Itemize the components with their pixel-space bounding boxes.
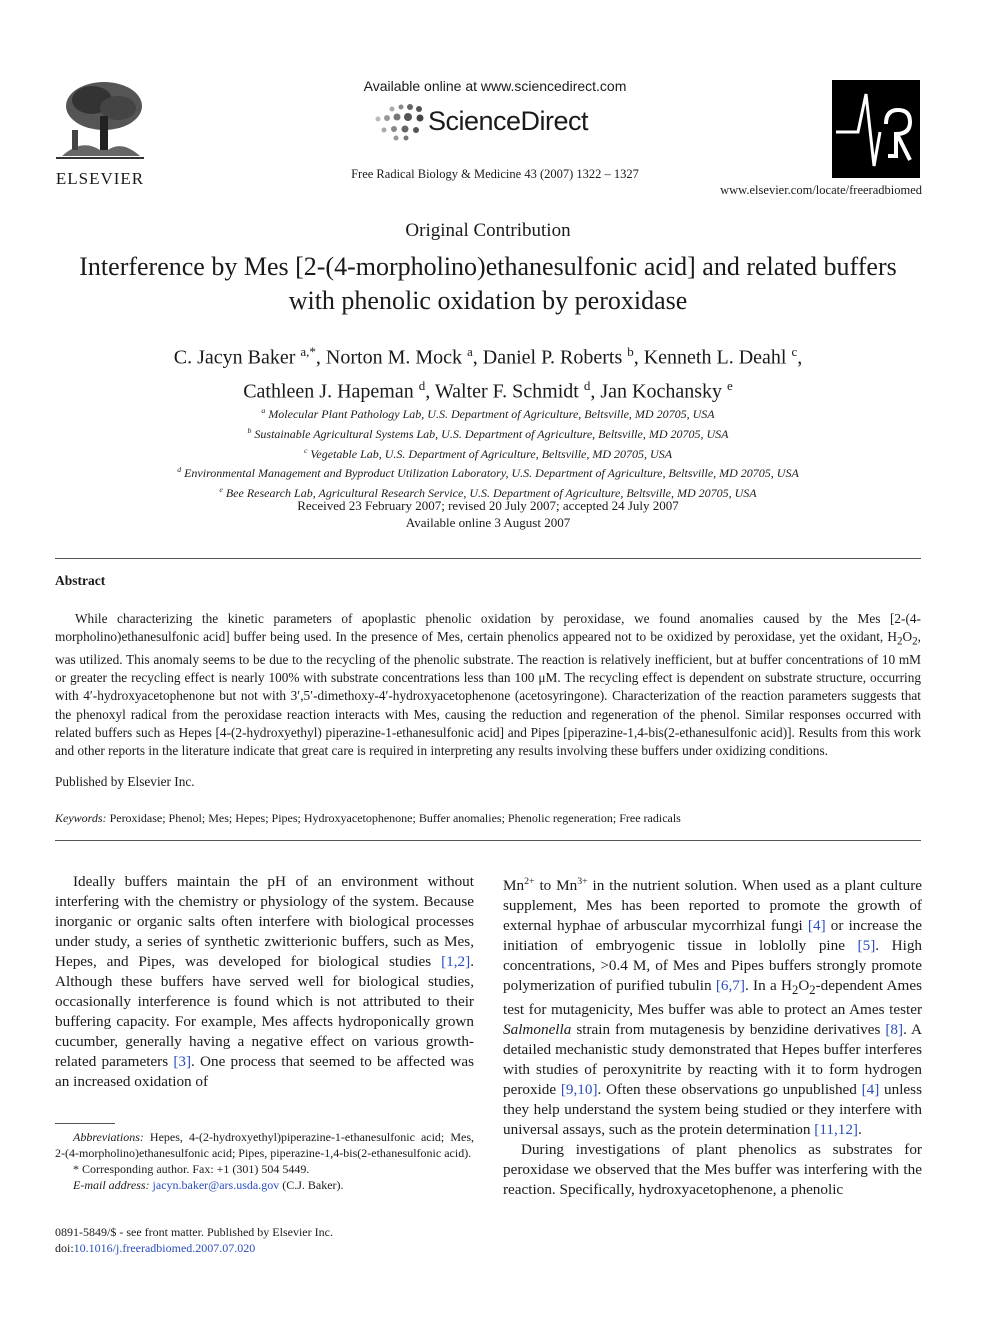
affiliation-line [60, 403, 916, 423]
top-divider [55, 558, 921, 559]
author-name: Jan Kochansky [600, 380, 722, 403]
keywords-list: Peroxidase; Phenol; Mes; Hepes; Pipes; Hydroxyacetophenone; Buffer anomalies; Phenolic regeneration; Free radicals [106, 811, 681, 825]
author-separator: , [797, 346, 803, 369]
author-affiliation-mark: a,* [300, 344, 316, 359]
abbreviations-footnote [55, 1129, 474, 1161]
body-text: . [858, 1121, 862, 1139]
affiliation-line [60, 423, 916, 443]
body-text: O [798, 977, 810, 995]
published-by: Published by Elsevier Inc. [55, 774, 195, 789]
affiliation-mark: d [177, 465, 182, 475]
author-separator: , [590, 380, 601, 403]
sciencedirect-wordmark: ScienceDirect [428, 106, 589, 136]
body-text: . Although these buffers have served well for biological studies, occasionally interference is found which is not attributed to their buffering capacity. For example, Mes affects hydroponically grown cucumber, generally having a negative effect on various growth-related parameters [55, 953, 474, 1070]
author-affiliation-mark: b [627, 344, 634, 359]
email-label: E-mail address: [73, 1178, 150, 1192]
elsevier-tree-icon [52, 78, 148, 162]
sciencedirect-dots-icon [370, 104, 428, 142]
corresponding-author-text: Corresponding author. Fax: +1 (301) 504 5449. [79, 1162, 310, 1176]
body-column-left [55, 872, 474, 1092]
abstract-part: , was utilized. This anomaly seems to be due to the recycling of the phenolic substrate. The reaction is relatively inefficient, but at buffer concentrations of 10 mM or greater the recycling effect is nearly 100% with substrate concentrations less than 100 μM. The recycling effect is dependent on substrate structure, occurring with 4′-hydroxyacetophenone but not with 3′,5′-dimethoxy-4′-hydroxyacetophenone (acetosyringone). Characterization of the reaction parameters suggests that the phenoxyl radical from the peroxidase reaction interacts with Mes, causing the reduction and regeneration of the phenol. Similar responses occurred with related buffers such as Hepes [4-(2-hydroxyethyl) piperazine-1-ethanesulfonic acid] and Pipes [piperazine-1,4-bis(2-ethanesulfonic acid)]. Results from this work and other reports in the literature indicate that great care is required in interpreting any results involving these buffers under oxidizing conditions. [55, 629, 921, 759]
body-text: . In a H [744, 977, 792, 995]
affiliation-mark: b [247, 425, 252, 435]
doi-label: doi: [55, 1241, 74, 1255]
author-affiliation-mark: d [583, 377, 591, 393]
affiliation-mark: a [261, 406, 266, 415]
body-text: or increase the initiation of embryogenic tissue in loblolly pine [503, 917, 922, 955]
section-label: Original Contribution [405, 220, 571, 241]
body-text: . Often these observations go unpublished [597, 1081, 862, 1099]
author-separator: , [315, 346, 326, 369]
affiliation-text: Sustainable Agricultural Systems Lab, U.S. Department of Agriculture, Beltsville, MD 20705, USA [254, 426, 729, 441]
abstract-divider [55, 840, 921, 841]
body-column-right [503, 872, 922, 1200]
abbreviations-text: Hepes, 4-(2-hydroxyethyl)piperazine-1-ethanesulfonic acid; Mes, 2-(4-morpholino)ethanesulfonic acid; Pipes, piperazine-1,4-bis(2-ethanesulfonic acid). [55, 1130, 474, 1160]
email-footnote [55, 1177, 474, 1193]
abstract-text [55, 610, 921, 760]
affiliation-text: Bee Research Lab, Agricultural Research Service, U.S. Department of Agriculture, Beltsville, MD 20705, USA [225, 486, 757, 501]
citation-link[interactable]: [4] [861, 1081, 880, 1099]
body-paragraph: During investigations of plant phenolics as substrates for peroxidase we observed that the Mes buffer was interfering with the reaction. Specifically, hydroxyacetophenone, a phenolic [503, 1141, 922, 1199]
elsevier-logo [52, 78, 148, 189]
body-text: in the nutrient solution. When used as a plant culture supplement, Mes has been reported to promote the growth of external hyphae of arbuscular mycorrhizal fungi [503, 877, 922, 935]
author-name: Kenneth L. Deahl [643, 346, 787, 369]
subscript: 2 [912, 635, 918, 648]
author-name: Daniel P. Roberts [482, 346, 623, 369]
affiliation-mark: e [219, 485, 223, 495]
keywords [55, 811, 921, 826]
author-affiliation-mark: d [418, 377, 426, 393]
superscript: 2+ [524, 876, 535, 887]
author-affiliation-mark: c [791, 344, 798, 359]
citation-link[interactable]: [9,10] [560, 1081, 598, 1099]
subscript: 2 [792, 983, 799, 998]
journal-url[interactable]: www.elsevier.com/locate/freeradbiomed [720, 183, 922, 197]
body-text: unless they help understand the system being studied or they interfere with universal assays, such as the protein determination [503, 1081, 922, 1139]
available-online-text: Available online at www.sciencedirect.com [363, 78, 627, 94]
author-affiliation-mark: e [727, 377, 733, 393]
affiliation-text: Molecular Plant Pathology Lab, U.S. Department of Agriculture, Beltsville, MD 20705, USA [268, 407, 715, 421]
email-link[interactable]: jacyn.baker@ars.usda.gov [152, 1178, 280, 1192]
journal-reference: Free Radical Biology & Medicine 43 (2007) 1322 – 1327 [351, 167, 639, 181]
body-text: . High concentrations, >0.4 M, of Mes and Pipes buffers strongly promote polymerization of purified tubulin [503, 937, 923, 995]
body-text: to Mn [534, 877, 578, 895]
affiliation-text: Environmental Management and Byproduct Utilization Laboratory, U.S. Department of Agriculture, Beltsville, MD 20705, USA [184, 466, 799, 481]
available-online-date: Available online 3 August 2007 [405, 515, 571, 530]
affiliation-line [60, 462, 916, 482]
author-separator: , [633, 346, 644, 369]
author-affiliation-mark: a [467, 344, 473, 359]
footnote-divider [55, 1123, 115, 1124]
citation-link[interactable]: [1,2] [441, 953, 471, 970]
body-text: Mn [503, 877, 525, 895]
citation-link[interactable]: [4] [807, 917, 826, 935]
author-name: Cathleen J. Hapeman [243, 380, 414, 403]
abstract-heading: Abstract [55, 573, 106, 588]
elsevier-wordmark: ELSEVIER [55, 169, 145, 188]
footnote-mark: * [73, 1162, 79, 1176]
body-text: . A detailed mechanistic study demonstrated that Hepes buffer interferes with studies of peroxynitrite by reacting with it to form hydrogen peroxide [503, 1021, 922, 1099]
body-paragraph [55, 872, 474, 1092]
author-name: Norton M. Mock [325, 346, 463, 369]
subscript: 2 [809, 983, 816, 998]
abbreviations-label: Abbreviations: [73, 1130, 144, 1144]
email-suffix: (C.J. Baker). [279, 1178, 344, 1192]
body-text: . One process that seemed to be affected was an increased oxidation of [55, 1053, 474, 1090]
body-paragraph [503, 872, 922, 1140]
affiliation-text: Vegetable Lab, U.S. Department of Agriculture, Beltsville, MD 20705, USA [310, 446, 673, 461]
body-text: -dependent Ames test for mutagenicity, Mes buffer was able to protect an Ames tester [503, 977, 922, 1019]
body-text: strain from mutagenesis by benzidine derivatives [571, 1021, 886, 1039]
copyright-block [55, 1224, 474, 1256]
body-text: Ideally buffers maintain the pH of an environment without interfering with the chemistry or physiology of the system. Because inorganic or organic salts often interfere with biological processes under study, a series of synthetic zwitterionic buffers, such as Mes, Hepes, and Pipes, was developed for biological studies [55, 873, 474, 970]
issn-line: 0891-5849/$ - see front matter. Published by Elsevier Inc. [55, 1225, 333, 1239]
affiliation-line [60, 443, 916, 463]
citation-link[interactable]: [3] [173, 1053, 192, 1070]
sciencedirect-logo [370, 104, 620, 144]
affiliation-list [60, 403, 916, 502]
author-list [60, 338, 916, 405]
citation-link[interactable]: [8] [885, 1021, 904, 1039]
citation-link[interactable]: [11,12] [814, 1121, 858, 1139]
corresponding-author-footnote [55, 1161, 474, 1177]
species-name: Salmonella [503, 1021, 572, 1039]
affiliation-mark: c [303, 445, 308, 455]
article-dates [60, 497, 916, 531]
citation-link[interactable]: [5] [857, 937, 876, 955]
subscript: 2 [896, 635, 903, 648]
article-title: Interference by Mes [2-(4-morpholino)ethanesulfonic acid] and related buffers with phenolic oxidation by peroxidase [79, 252, 897, 315]
author-separator: , [425, 380, 435, 403]
author-name: C. Jacyn Baker [173, 346, 296, 369]
abstract-part: While characterizing the kinetic parameters of apoplastic phenolic oxidation by peroxidase, we found anomalies caused by the Mes [2-(4-morpholino)ethanesulfonic acid] buffer being used. In the presence of Mes, certain phenolics appeared not to be oxidized by peroxidase, yet the oxidant, H [55, 611, 921, 645]
journal-logo [832, 80, 920, 178]
citation-link[interactable]: [6,7] [715, 977, 745, 995]
doi-line [55, 1240, 474, 1256]
keywords-label: Keywords: [55, 811, 107, 825]
abstract-part: O [902, 629, 913, 645]
author-separator: , [472, 346, 483, 369]
superscript: 3+ [577, 876, 588, 887]
author-name: Walter F. Schmidt [434, 380, 579, 403]
pulse-line-icon [832, 80, 920, 178]
received-dates: Received 23 February 2007; revised 20 July 2007; accepted 24 July 2007 [297, 498, 679, 513]
footnotes [55, 1129, 474, 1193]
doi-link[interactable]: 10.1016/j.freeradbiomed.2007.07.020 [73, 1241, 256, 1255]
